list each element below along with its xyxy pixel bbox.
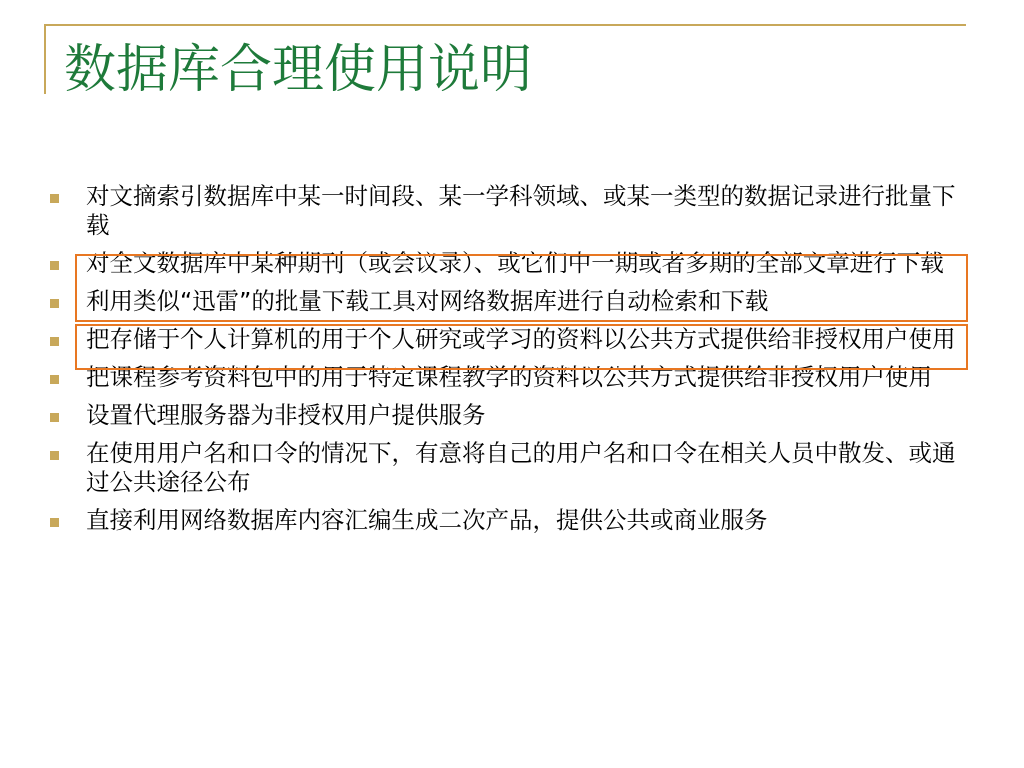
square-bullet-icon — [50, 451, 59, 460]
bullet-text: 直接利用网络数据库内容汇编生成二次产品，提供公共或商业服务 — [86, 506, 768, 534]
title-frame-top-line — [44, 24, 966, 26]
bullet-text: 在使用用户名和口令的情况下，有意将自己的用户名和口令在相关人员中散发、或通过公共途径公布 — [86, 439, 956, 496]
bullet-item-4 — [48, 325, 968, 354]
bullet-list — [48, 182, 968, 544]
bullet-item-5 — [48, 363, 968, 392]
square-bullet-icon — [50, 518, 59, 527]
bullet-text: 利用类似“迅雷”的批量下载工具对网络数据库进行自动检索和下载 — [86, 287, 769, 315]
bullet-text: 把存储于个人计算机的用于个人研究或学习的资料以公共方式提供给非授权用户使用 — [86, 325, 956, 353]
square-bullet-icon — [50, 194, 59, 203]
bullet-item-6 — [48, 401, 968, 430]
square-bullet-icon — [50, 413, 59, 422]
square-bullet-icon — [50, 375, 59, 384]
bullet-text: 对文摘索引数据库中某一时间段、某一学科领域、或某一类型的数据记录进行批量下载 — [86, 182, 956, 239]
bullet-item-3 — [48, 287, 968, 316]
bullet-text: 设置代理服务器为非授权用户提供服务 — [86, 401, 486, 429]
bullet-text: 把课程参考资料包中的用于特定课程教学的资料以公共方式提供给非授权用户使用 — [86, 363, 932, 391]
square-bullet-icon — [50, 261, 59, 270]
title-frame-left-line — [44, 24, 46, 94]
bullet-item-2 — [48, 249, 968, 278]
bullet-item-8 — [48, 506, 968, 535]
square-bullet-icon — [50, 299, 59, 308]
bullet-item-1 — [48, 182, 968, 240]
slide-title: 数据库合理使用说明 — [64, 40, 533, 100]
bullet-text: 对全文数据库中某种期刊（或会议录）、或它们中一期或者多期的全部文章进行下载 — [86, 249, 944, 277]
bullet-item-7 — [48, 439, 968, 497]
square-bullet-icon — [50, 337, 59, 346]
